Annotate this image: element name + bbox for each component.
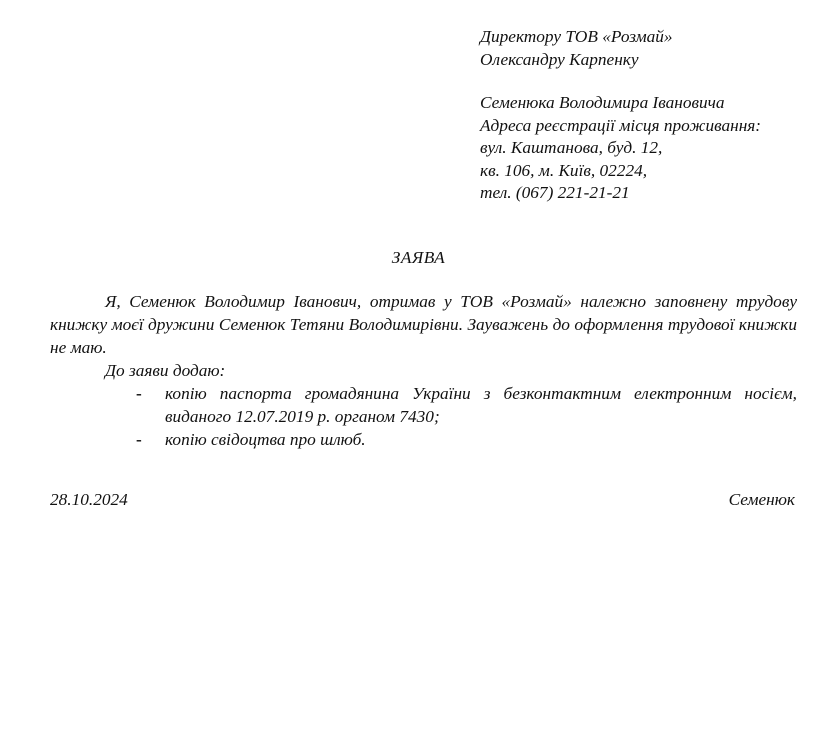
attachment-text: копію свідоцтва про шлюб. xyxy=(165,430,366,449)
attachments-list xyxy=(50,382,797,451)
attachment-text: копію паспорта громадянина України з безконтактним електронним носієм, виданого 12.07.2019 р. органом 7430; xyxy=(165,384,797,426)
statement-paragraph: Я, Семенюк Володимир Іванович, отримав у ТОВ «Розмай» належно заповнену трудову книжку моєї дружини Семенюк Тетяни Володимирівни. Зауважень до оформлення трудової книжки не маю. xyxy=(50,292,797,357)
signature: Семенюк xyxy=(728,490,795,509)
address-line-city: кв. 106, м. Київ, 02224, xyxy=(480,160,648,180)
addressee-name: Олександру Карпенку xyxy=(480,49,639,69)
attachment-item xyxy=(50,428,797,451)
sender-name: Семенюка Володимира Івановича xyxy=(480,93,725,112)
document-body xyxy=(50,290,797,451)
list-dash-marker: - xyxy=(136,430,142,449)
document-date: 28.10.2024 xyxy=(50,490,128,509)
attachment-item xyxy=(50,382,797,428)
address-label: Адреса реєстрації місця проживання: xyxy=(480,115,762,135)
sender-phone: тел. (067) 221-21-21 xyxy=(480,183,630,202)
attachments-intro: До заяви додаю: xyxy=(105,361,226,380)
list-dash-marker: - xyxy=(136,384,142,403)
header-spacer xyxy=(480,71,810,92)
addressee-position: Директору ТОВ «Розмай» xyxy=(480,27,673,46)
address-line-street: вул. Каштанова, буд. 12, xyxy=(480,138,663,157)
document-title: ЗАЯВА xyxy=(391,248,446,267)
document-header xyxy=(480,26,810,205)
